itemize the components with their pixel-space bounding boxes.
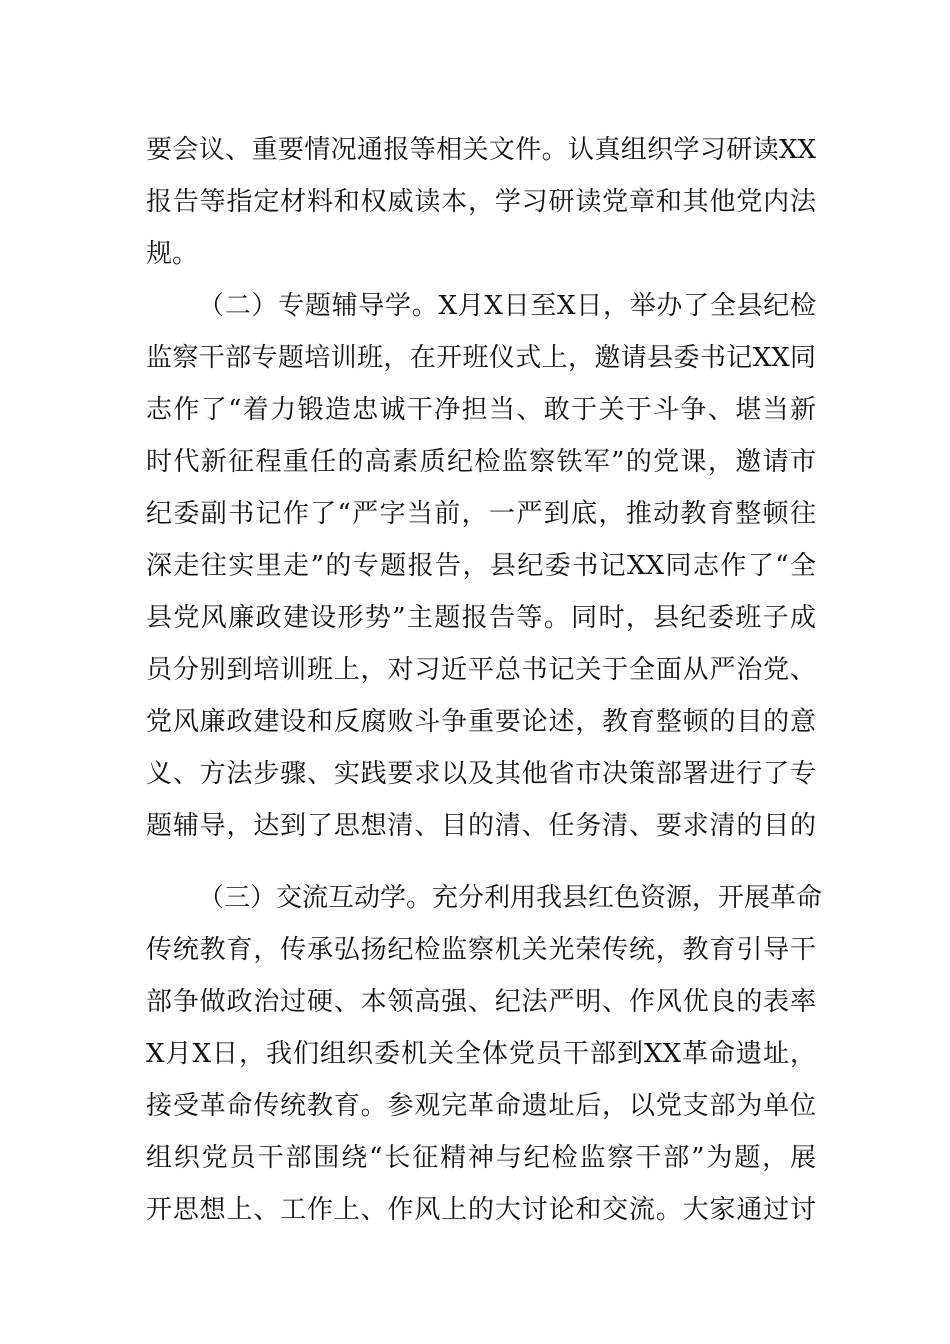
text-line: 传统教育，传承弘扬纪检监察机关光荣传统，教育引导干: [146, 935, 816, 965]
text-line: 报告等指定材料和权威读本，学习研读党章和其他党内法: [146, 187, 816, 217]
text-line: 志作了“着力锻造忠诚干净担当、敢于关于斗争、堪当新: [146, 395, 816, 425]
text-line: X月X日，我们组织委机关全体党员干部到XX革命遗址，: [146, 1039, 816, 1069]
text-line: 深走往实里走”的专题报告，县纪委书记XX同志作了“全: [146, 551, 816, 581]
text-line: 党风廉政建设和反腐败斗争重要论述，教育整顿的目的意: [146, 707, 816, 737]
text-line: 接受革命传统教育。参观完革命遗址后，以党支部为单位: [146, 1091, 816, 1121]
text-line: 规。: [146, 239, 199, 269]
text-line: 义、方法步骤、实践要求以及其他省市决策部署进行了专: [146, 759, 816, 789]
text-line: 部争做政治过硬、本领高强、纪法严明、作风优良的表率: [146, 987, 816, 1017]
text-line: 时代新征程重任的高素质纪检监察铁军”的党课，邀请市: [146, 447, 816, 477]
text-line: 县党风廉政建设形势”主题报告等。同时，县纪委班子成: [146, 603, 816, 633]
text-line: 要会议、重要情况通报等相关文件。认真组织学习研读XX: [146, 135, 816, 165]
paragraph-heading-line: （二）专题辅导学。X月X日至X日，举办了全县纪检: [198, 291, 816, 321]
text-line: 组织党员干部围绕“长征精神与纪检监察干部”为题，展: [146, 1143, 816, 1173]
text-line: 纪委副书记作了“严字当前，一严到底，推动教育整顿往: [146, 499, 816, 529]
text-line: 开思想上、工作上、作风上的大讨论和交流。大家通过讨: [146, 1195, 816, 1225]
text-line: 题辅导，达到了思想清、目的清、任务清、要求清的目的: [146, 811, 816, 841]
paragraph-heading-line: （三）交流互动学。充分利用我县红色资源，开展革命: [198, 883, 823, 913]
text-line: 监察干部专题培训班，在开班仪式上，邀请县委书记XX同: [146, 343, 816, 373]
text-line: 员分别到培训班上，对习近平总书记关于全面从严治党、: [146, 655, 816, 685]
